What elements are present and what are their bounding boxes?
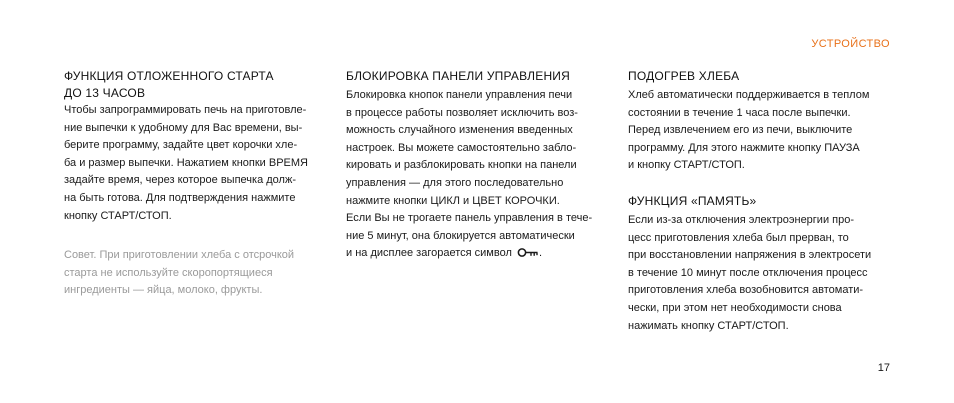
text-line: Если Вы не трогаете панель управления в тече- (346, 212, 593, 225)
text-line: нажимать кнопку СТАРТ/СТОП. (628, 319, 789, 332)
section-label: УСТРОЙСТВО (811, 38, 890, 50)
text-line: Хлеб автоматически поддерживается в теплом (628, 89, 870, 101)
heading-bread-warming: ПОДОГРЕВ ХЛЕБА (628, 69, 740, 83)
tip-note (64, 247, 314, 300)
tip-line: ингредиенты — яйца, молоко, фрукты. (64, 284, 263, 297)
text-line: Чтобы запрограммировать печь на приготовле- (64, 104, 307, 116)
text-line: кировать и разблокировать кнопки на панели (346, 159, 577, 172)
paragraph-bread-warming (628, 87, 878, 175)
text-line-with-icon (346, 245, 596, 263)
text-line: чески, при этом нет необходимости снова (628, 301, 842, 314)
heading-line: ДО 13 ЧАСОВ (64, 86, 146, 100)
paragraph-memory-function (628, 212, 878, 335)
text-line: в процессе работы позволяет исключить воз- (346, 106, 578, 119)
heading-line: ФУНКЦИЯ ОТЛОЖЕННОГО СТАРТА (64, 69, 274, 83)
paragraph-delayed-start (64, 102, 314, 225)
text-line: ба и размер выпечки. Нажатием кнопки ВРЕМЯ (64, 156, 308, 169)
paragraph-panel-lock (346, 87, 596, 263)
text-line: при восстановлении напряжения в электросети (628, 249, 872, 262)
column-delayed-start (64, 68, 314, 300)
text-line: управления — для этого последовательно (346, 176, 564, 189)
text-line: и кнопку СТАРТ/СТОП. (628, 159, 745, 172)
text-line: Блокировка кнопок панели управления печи (346, 89, 573, 101)
text-line: цесс приготовления хлеба был прерван, то (628, 231, 849, 244)
text-fragment: и на дисплее загорается символ (346, 247, 512, 260)
text-line: программу. Для этого нажмите кнопку ПАУЗА (628, 141, 860, 154)
heading-panel-lock: БЛОКИРОВКА ПАНЕЛИ УПРАВЛЕНИЯ (346, 69, 570, 83)
text-line: ние 5 минут, она блокируется автоматически (346, 229, 575, 242)
text-line: ние выпечки к удобному для Вас времени, вы- (64, 121, 303, 134)
text-line: нажмите кнопки ЦИКЛ и ЦВЕТ КОРОЧКИ. (346, 194, 560, 207)
text-line: в течение 10 минут после отключения процесс (628, 266, 868, 279)
tip-line: Совет. При приготовлении хлеба с отсрочкой (64, 249, 295, 262)
key-icon (517, 247, 539, 258)
tip-line: старта не используйте скоропортящиеся (64, 266, 273, 279)
text-line: на быть готова. Для подтверждения нажмите (64, 191, 296, 204)
text-line: приготовления хлеба возобновится автомати- (628, 284, 864, 297)
page-number: 17 (877, 362, 890, 374)
column-panel-lock (346, 68, 596, 263)
text-line: Перед извлечением его из печи, выключите (628, 124, 853, 137)
text-line: берите программу, задайте цвет корочки хле- (64, 139, 298, 152)
text-line: задайте время, через которое выпечка долж- (64, 174, 296, 187)
text-line: настроек. Вы можете самостоятельно забло- (346, 141, 577, 154)
heading-memory-function: ФУНКЦИЯ «ПАМЯТЬ» (628, 193, 757, 208)
memory-function-block (628, 193, 878, 335)
text-fragment: . (538, 247, 542, 260)
column-warming-memory (628, 68, 878, 335)
text-line: можность случайного изменения введенных (346, 124, 573, 137)
text-line: кнопку СТАРТ/СТОП. (64, 209, 172, 222)
heading-delayed-start (64, 68, 314, 102)
text-line: Если из-за отключения электроэнергии про- (628, 213, 855, 226)
text-line: состоянии в течение 1 часа после выпечки. (628, 106, 851, 119)
